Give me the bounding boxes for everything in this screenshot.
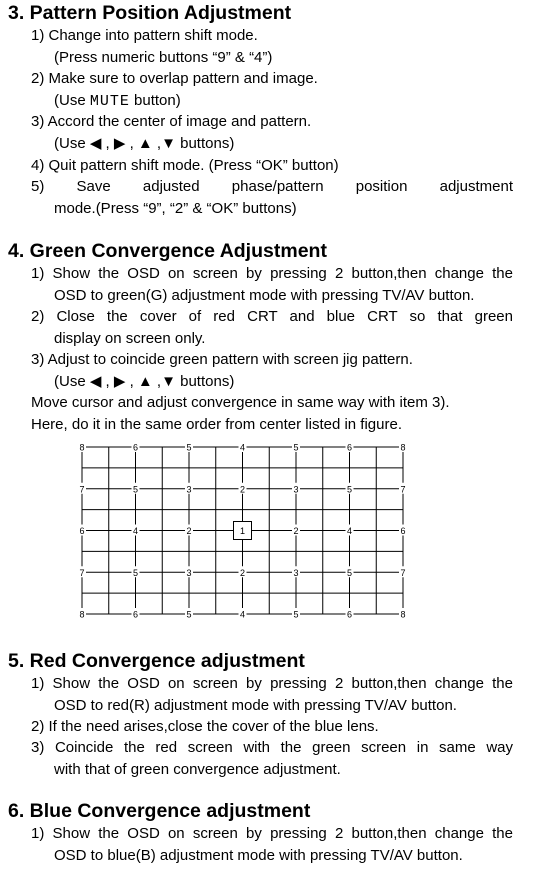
grid-point-label: 2 xyxy=(186,526,192,536)
grid-point-label: 3 xyxy=(186,484,192,495)
grid-point-label: 4 xyxy=(239,609,246,620)
grid-point-label: 3 xyxy=(293,567,299,578)
mute-button-label: MUTE xyxy=(89,93,130,110)
section-6-heading: 6. Blue Convergence adjustment xyxy=(8,800,311,822)
s4-paragraph-1: Move cursor and adjust convergence in same way with item 3). xyxy=(31,394,450,411)
grid-point-label: 8 xyxy=(79,442,85,453)
grid-point-label: 6 xyxy=(132,609,139,620)
convergence-grid-figure xyxy=(70,440,420,622)
grid-point-label: 5 xyxy=(346,484,353,495)
s5-step-3-cont: with that of green convergence adjustment. xyxy=(54,761,341,778)
s3-step-2-note-a: (Use xyxy=(54,92,90,109)
grid-point-label: 5 xyxy=(132,567,139,578)
s3-step-1-note: (Press numeric buttons “9” & “4”) xyxy=(54,49,273,66)
section-3-heading: 3. Pattern Position Adjustment xyxy=(8,2,292,24)
s4-step-1: 1) Show the OSD on screen by pressing 2 button,then change the xyxy=(31,265,513,282)
s4-step-2: 2) Close the cover of red CRT and blue CRT so that green xyxy=(31,308,513,325)
grid-point-label: 5 xyxy=(186,609,192,620)
s3-step-2-note xyxy=(54,92,181,111)
grid-point-label: 5 xyxy=(132,484,139,495)
grid-point-label: 6 xyxy=(400,526,406,536)
grid-point-label: 4 xyxy=(239,442,246,453)
grid-point-label: 3 xyxy=(293,484,299,495)
grid-point-label: 6 xyxy=(79,526,85,536)
s3-step-5-note: mode.(Press “9”, “2” & “OK” buttons) xyxy=(54,200,297,217)
grid-point-label: 2 xyxy=(239,567,246,578)
s3-step-4: 4) Quit pattern shift mode. (Press “OK” button) xyxy=(31,157,339,174)
s4-step-3-note: (Use ◀ , ▶ , ▲ ,▼ buttons) xyxy=(54,373,235,390)
s4-step-1-cont: OSD to green(G) adjustment mode with pressing TV/AV button. xyxy=(54,287,475,304)
s3-step-2: 2) Make sure to overlap pattern and image. xyxy=(31,70,318,87)
grid-point-label: 7 xyxy=(79,567,85,578)
grid-point-label: 4 xyxy=(132,526,139,536)
grid-point-label: 5 xyxy=(186,442,192,453)
grid-center-label: 1 xyxy=(239,526,246,536)
s4-step-3: 3) Adjust to coincide green pattern with screen jig pattern. xyxy=(31,351,413,368)
grid-point-label: 5 xyxy=(346,567,353,578)
grid-point-label: 2 xyxy=(239,484,246,495)
s6-step-1-cont: OSD to blue(B) adjustment mode with pressing TV/AV button. xyxy=(54,847,463,864)
s4-step-2-cont: display on screen only. xyxy=(54,330,206,347)
s3-step-2-note-b: button) xyxy=(129,92,181,109)
section-4-heading: 4. Green Convergence Adjustment xyxy=(8,240,327,262)
s6-step-1: 1) Show the OSD on screen by pressing 2 button,then change the xyxy=(31,825,513,842)
section-5-heading: 5. Red Convergence adjustment xyxy=(8,650,305,672)
s4-paragraph-2: Here, do it in the same order from center listed in figure. xyxy=(31,416,403,433)
s5-step-1-cont: OSD to red(R) adjustment mode with pressing TV/AV button. xyxy=(54,697,457,714)
grid-point-label: 8 xyxy=(400,609,406,620)
s3-step-3-note: (Use ◀ , ▶ , ▲ ,▼ buttons) xyxy=(54,135,235,152)
grid-point-label: 5 xyxy=(293,609,299,620)
grid-point-label: 6 xyxy=(346,609,353,620)
grid-point-label: 2 xyxy=(293,526,299,536)
s3-step-1: 1) Change into pattern shift mode. xyxy=(31,27,258,44)
s5-step-2: 2) If the need arises,close the cover of the blue lens. xyxy=(31,718,379,735)
grid-point-label: 5 xyxy=(293,442,299,453)
grid-point-label: 6 xyxy=(132,442,139,453)
s3-step-5: 5) Save adjusted phase/pattern position adjustment xyxy=(31,178,513,195)
grid-point-label: 3 xyxy=(186,567,192,578)
s5-step-1: 1) Show the OSD on screen by pressing 2 button,then change the xyxy=(31,675,513,692)
grid-point-label: 7 xyxy=(79,484,85,495)
s3-step-3: 3) Accord the center of image and pattern. xyxy=(31,113,312,130)
grid-point-label: 6 xyxy=(346,442,353,453)
grid-point-label: 4 xyxy=(346,526,353,536)
grid-point-label: 8 xyxy=(400,442,406,453)
s5-step-3: 3) Coincide the red screen with the green screen in same way xyxy=(31,739,513,756)
grid-point-label: 8 xyxy=(79,609,85,620)
grid-point-label: 7 xyxy=(400,567,406,578)
grid-point-label: 7 xyxy=(400,484,406,495)
